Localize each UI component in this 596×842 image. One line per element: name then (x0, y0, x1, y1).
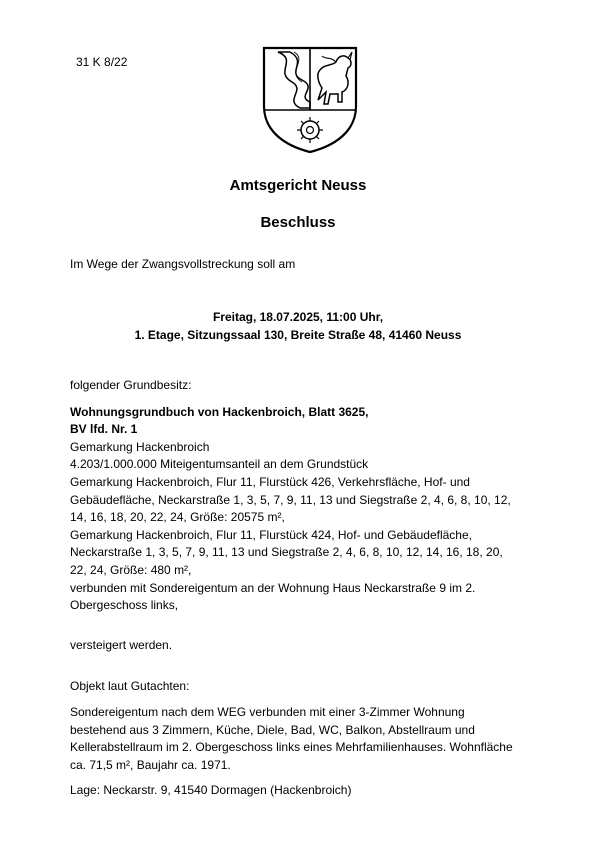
appraisal-description (70, 704, 540, 774)
property-line: 4.203/1.000.000 Miteigentumsanteil an dem Grundstück (70, 457, 369, 472)
property-line: Gebäudefläche, Neckarstraße 1, 3, 5, 7, 9, 11, 13 und Siegstraße 2, 4, 6, 8, 10, 12, (70, 492, 511, 507)
property-line: Neckarstraße 1, 3, 5, 7, 9, 11, 13 und Siegstraße 2, 4, 6, 8, 10, 12, 14, 16, 18, 20, (70, 545, 503, 560)
property-location: Lage: Neckarstr. 9, 41540 Dormagen (Hackenbroich) (70, 783, 352, 798)
auction-text: versteigert werden. (70, 637, 173, 652)
property-line: Gemarkung Hackenbroich (70, 439, 210, 454)
appraisal-line: bestehend aus 3 Zimmern, Küche, Diele, Bad, WC, Balkon, Abstellraum und (70, 722, 475, 737)
property-title-line: BV lfd. Nr. 1 (70, 422, 138, 437)
property-line: 14, 16, 18, 20, 22, 24, Größe: 20575 m², (70, 510, 285, 525)
property-title-line: Wohnungsgrundbuch von Hackenbroich, Blatt 3625, (70, 404, 369, 419)
decision-title: Beschluss (260, 214, 336, 231)
auction-location: 1. Etage, Sitzungssaal 130, Breite Straße 48, 41460 Neuss (134, 328, 462, 342)
intro-text: Im Wege der Zwangsvollstreckung soll am (70, 257, 296, 271)
appraisal-line: ca. 71,5 m², Baujahr ca. 1971. (70, 757, 231, 772)
property-description (70, 404, 540, 615)
property-line: 22, 24, Größe: 480 m², (70, 562, 192, 577)
property-line: Gemarkung Hackenbroich, Flur 11, Flurstück 426, Verkehrsfläche, Hof- und (70, 474, 470, 489)
nrw-coat-of-arms-icon (258, 42, 362, 156)
property-section (70, 377, 540, 800)
court-name: Amtsgericht Neuss (229, 177, 367, 194)
property-intro: folgender Grundbesitz: (70, 378, 192, 392)
property-line: Gemarkung Hackenbroich, Flur 11, Flurstück 424, Hof- und Gebäudefläche, (70, 527, 472, 542)
appraisal-line: Sondereigentum nach dem WEG verbunden mit einer 3-Zimmer Wohnung (70, 704, 465, 719)
property-line: verbunden mit Sondereigentum an der Wohnung Haus Neckarstraße 9 im 2. (70, 580, 476, 595)
auction-date: Freitag, 18.07.2025, 11:00 Uhr, (212, 310, 384, 324)
appraisal-heading: Objekt laut Gutachten: (70, 679, 190, 694)
file-number: 31 K 8/22 (76, 55, 128, 69)
property-line: Obergeschoss links, (70, 598, 179, 613)
appraisal-line: Kellerabstellraum im 2. Obergeschoss links eines Mehrfamilienhauses. Wohnfläche (70, 740, 513, 755)
